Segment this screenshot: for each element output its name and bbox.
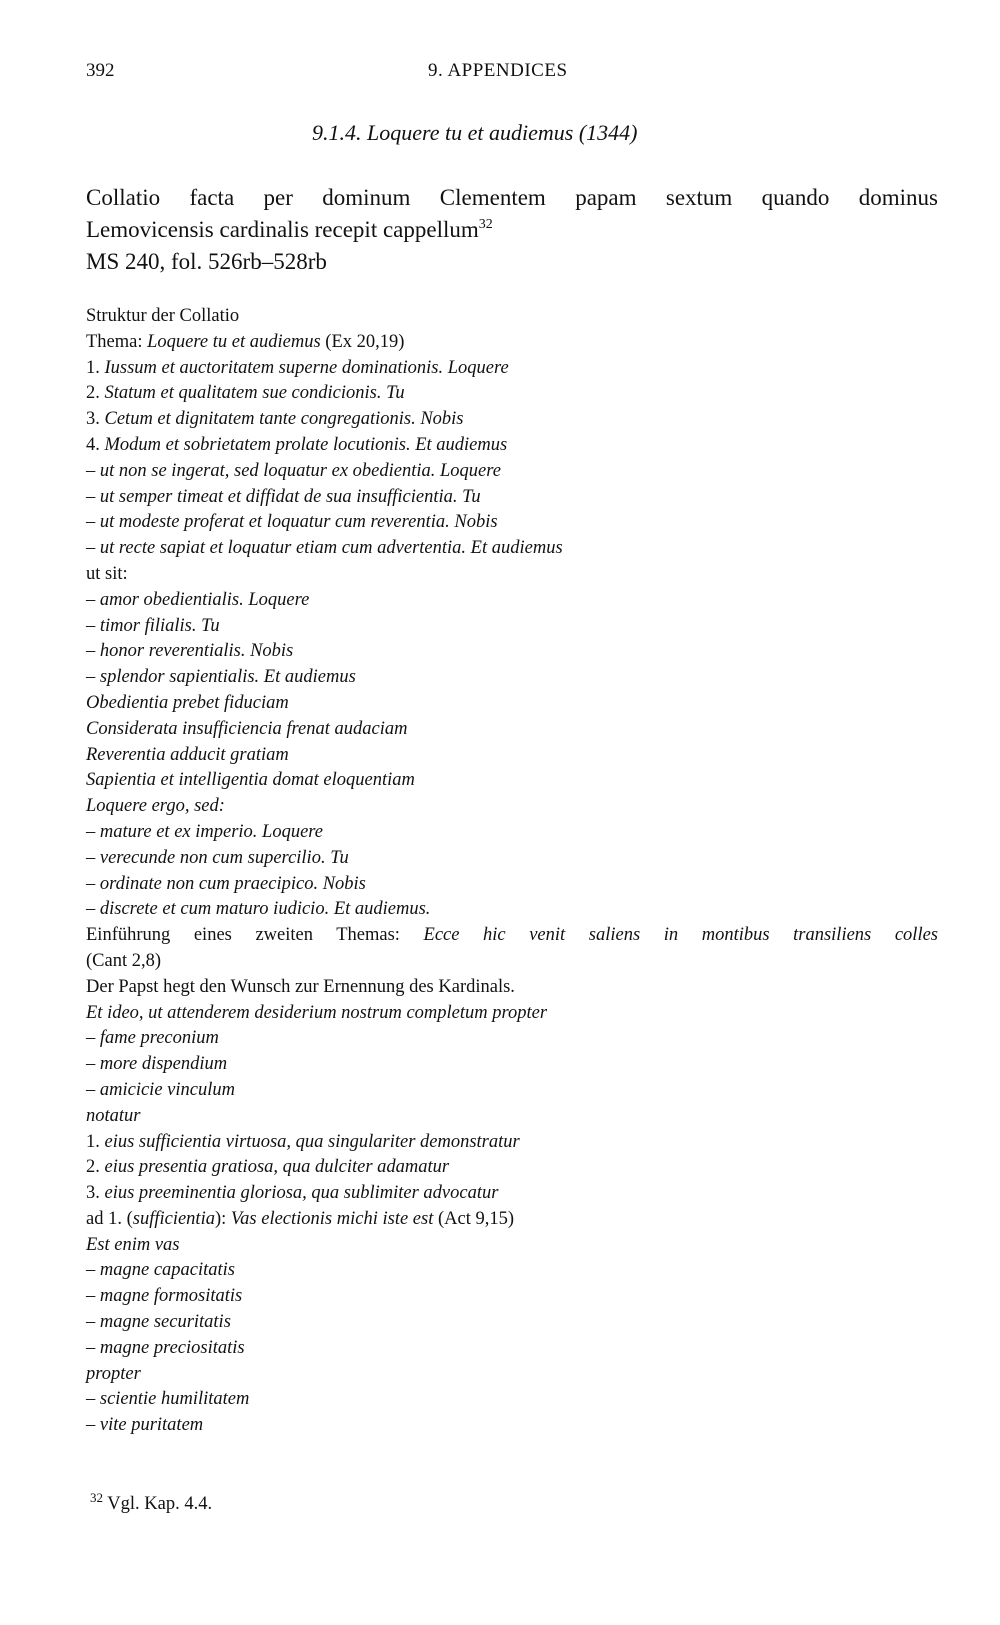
text-line <box>86 562 938 588</box>
page-number: 392 <box>86 60 115 81</box>
plain-text: – <box>86 615 100 636</box>
italic-text: Statum et qualitatem sue condicionis. Tu <box>104 383 405 404</box>
plain-text: – <box>86 641 100 662</box>
italic-text: amicicie vinculum <box>99 1079 235 1100</box>
plain-text: 2. <box>86 1157 105 1178</box>
text-line <box>86 1362 938 1388</box>
italic-text: propter <box>86 1363 141 1384</box>
plain-text: – <box>86 667 100 688</box>
plain-text: – <box>86 821 100 842</box>
plain-text: – <box>86 899 100 920</box>
italic-text: ut non se ingerat, sed loquatur ex obedientia. Loquere <box>99 460 501 481</box>
plain-text: Struktur der Collatio <box>86 306 240 326</box>
plain-text: ): <box>214 1208 231 1229</box>
text-line <box>86 614 938 640</box>
plain-text: – <box>86 538 100 559</box>
plain-text: – <box>86 847 100 868</box>
italic-text: Loquere ergo, sed: <box>86 796 225 817</box>
plain-text: (Cant 2,8) <box>86 950 162 971</box>
text-line <box>86 949 938 975</box>
italic-text: vite puritatem <box>99 1415 204 1436</box>
italic-text: Cetum et dignitatem tante congregationis. Nobis <box>104 409 464 430</box>
italic-text: scientie humilitatem <box>99 1389 250 1410</box>
text-line <box>86 1104 938 1130</box>
footnote-marker: 32 <box>478 217 493 232</box>
text-line <box>86 794 938 820</box>
italic-text: Iussum et auctoritatem superne dominationis. Loquere <box>104 357 509 378</box>
italic-text: eius sufficientia virtuosa, qua singulariter demonstratur <box>104 1131 520 1152</box>
intro-line-2 <box>86 214 938 246</box>
text-line <box>86 459 938 485</box>
text-line <box>86 1052 938 1078</box>
text-line <box>86 1387 938 1413</box>
plain-text: – <box>86 1286 100 1307</box>
text-line <box>86 1258 938 1284</box>
italic-text: Obedientia prebet fiduciam <box>86 692 289 713</box>
text-line <box>86 381 938 407</box>
text-line <box>86 1233 938 1259</box>
italic-text: sufficientia <box>132 1208 215 1229</box>
italic-text: ut semper timeat et diffidat de sua insufficientia. Tu <box>99 486 481 507</box>
text-line <box>86 923 938 949</box>
plain-text: – <box>86 589 100 610</box>
italic-text: splendor sapientialis. Et audiemus <box>99 667 356 688</box>
text-line <box>86 1413 938 1439</box>
italic-text: ut recte sapiat et loquatur etiam cum advertentia. Et audiemus <box>99 538 563 559</box>
text-line <box>86 717 938 743</box>
text-line <box>86 897 938 923</box>
plain-text: – <box>86 1312 100 1333</box>
plain-text: Thema: <box>86 331 148 352</box>
italic-text: Sapientia et intelligentia domat eloquentiam <box>86 770 415 791</box>
collatio-intro <box>86 182 938 278</box>
text-line <box>86 768 938 794</box>
italic-text: ut modeste proferat et loquatur cum reverentia. Nobis <box>99 512 498 533</box>
italic-text: honor reverentialis. Nobis <box>99 641 294 662</box>
text-line <box>86 588 938 614</box>
plain-text: ad 1. ( <box>86 1208 133 1229</box>
text-line <box>86 330 938 356</box>
plain-text: 1. <box>86 357 105 378</box>
italic-text: Vas electionis michi iste est <box>230 1208 434 1229</box>
plain-text: 3. <box>86 409 105 430</box>
plain-text: 3. <box>86 1183 105 1204</box>
plain-text: 2. <box>86 383 105 404</box>
plain-text: – <box>86 486 100 507</box>
plain-text: ut sit: <box>86 563 128 584</box>
italic-text: timor filialis. Tu <box>99 615 220 636</box>
plain-text: Einführung eines zweiten Themas: <box>86 925 424 946</box>
text-line <box>86 356 938 382</box>
text-line <box>86 1026 938 1052</box>
italic-text: magne securitatis <box>99 1312 231 1333</box>
italic-text: magne formositatis <box>99 1286 243 1307</box>
footnote-number: 32 <box>90 1490 103 1505</box>
section-title: 9.1.4. Loquere tu et audiemus (1344) <box>312 120 638 145</box>
text-line <box>86 1284 938 1310</box>
text-line <box>86 485 938 511</box>
text-line <box>86 691 938 717</box>
text-line <box>86 304 938 330</box>
italic-text: Ecce hic venit saliens in montibus transiliens colles <box>423 925 938 946</box>
plain-text: (Act 9,15) <box>433 1208 515 1229</box>
italic-text: magne preciositatis <box>99 1337 245 1358</box>
italic-text: mature et ex imperio. Loquere <box>99 821 324 842</box>
italic-text: eius presentia gratiosa, qua dulciter adamatur <box>104 1157 450 1178</box>
page-header <box>86 60 940 90</box>
text-line <box>86 1207 938 1233</box>
text-line <box>86 407 938 433</box>
plain-text: 1. <box>86 1131 105 1152</box>
text-line <box>86 433 938 459</box>
text-line <box>86 1336 938 1362</box>
italic-text: verecunde non cum supercilio. Tu <box>99 847 349 868</box>
text-line <box>86 1155 938 1181</box>
text-line <box>86 1130 938 1156</box>
italic-text: fame preconium <box>99 1028 219 1049</box>
text-line <box>86 975 938 1001</box>
plain-text: – <box>86 1337 100 1358</box>
text-line <box>86 510 938 536</box>
italic-text: Et ideo, ut attenderem desiderium nostrum completum propter <box>86 1002 548 1023</box>
plain-text: Der Papst hegt den Wunsch zur Ernennung des Kardinals. <box>86 976 515 997</box>
intro-line-1: Collatio facta per dominum Clementem papam sextum quando dominus <box>86 185 938 210</box>
italic-text: ordinate non cum praecipico. Nobis <box>99 873 366 894</box>
plain-text: – <box>86 1389 100 1410</box>
text-line <box>86 1001 938 1027</box>
text-line <box>86 872 938 898</box>
plain-text: – <box>86 1028 100 1049</box>
plain-text: – <box>86 1054 100 1075</box>
plain-text: – <box>86 1415 100 1436</box>
italic-text: Considerata insufficiencia frenat audaciam <box>86 718 408 739</box>
italic-text: Loquere tu et audiemus <box>147 331 321 352</box>
manuscript-reference: MS 240, fol. 526rb–528rb <box>86 249 327 274</box>
plain-text: – <box>86 1260 100 1281</box>
plain-text: – <box>86 873 100 894</box>
text-line <box>86 1310 938 1336</box>
italic-text: notatur <box>86 1105 141 1126</box>
italic-text: discrete et cum maturo iudicio. Et audiemus. <box>99 899 431 920</box>
italic-text: Reverentia adducit gratiam <box>86 744 289 765</box>
italic-text: more dispendium <box>99 1054 228 1075</box>
plain-text: – <box>86 460 100 481</box>
plain-text: 4. <box>86 434 105 455</box>
text-line <box>86 665 938 691</box>
plain-text: – <box>86 1079 100 1100</box>
footnote-text: Vgl. Kap. 4.4. <box>103 1494 213 1514</box>
text-line <box>86 1078 938 1104</box>
plain-text: (Ex 20,19) <box>320 331 405 352</box>
italic-text: Est enim vas <box>86 1234 180 1255</box>
italic-text: eius preeminentia gloriosa, qua sublimiter advocatur <box>104 1183 499 1204</box>
intro-line-2-text: Lemovicensis cardinalis recepit cappellum <box>86 217 479 242</box>
text-line <box>86 639 938 665</box>
text-line <box>86 536 938 562</box>
text-line <box>86 846 938 872</box>
running-head: 9. APPENDICES <box>428 60 568 81</box>
italic-text: Modum et sobrietatem prolate locutionis. Et audiemus <box>104 434 508 455</box>
text-line <box>86 1181 938 1207</box>
italic-text: amor obedientialis. Loquere <box>99 589 310 610</box>
plain-text: – <box>86 512 100 533</box>
footnote <box>90 1490 213 1515</box>
text-line <box>86 820 938 846</box>
italic-text: magne capacitatis <box>99 1260 236 1281</box>
collatio-structure <box>86 304 938 1439</box>
text-line <box>86 743 938 769</box>
